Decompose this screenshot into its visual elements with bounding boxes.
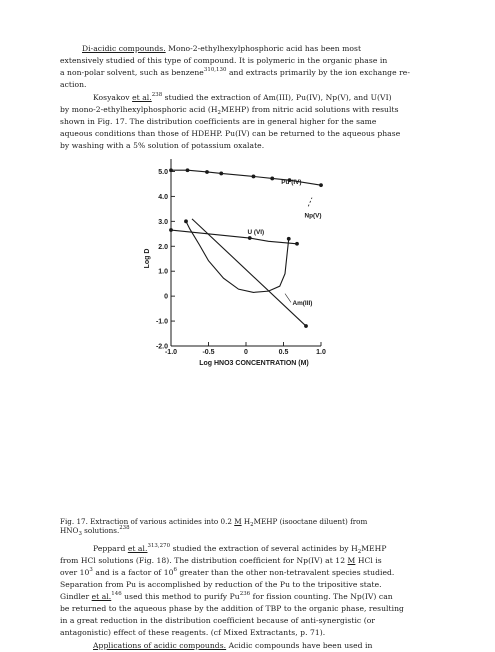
paragraph-line: Separation from Pu is accomplished by reduction of the Pu to the tripositive state. [60, 580, 382, 589]
citation: 310,130 [203, 67, 227, 73]
np-trend-dash [308, 198, 312, 207]
data-point [186, 168, 190, 172]
data-point [270, 177, 274, 181]
citation: 313,270 [147, 543, 171, 549]
data-point [248, 236, 252, 240]
figure-caption [60, 517, 367, 535]
series-label: Np(V) [304, 212, 322, 220]
caption-line-2: $HNO_3$ solutions.$^{238}$ [60, 525, 130, 537]
data-point [304, 324, 308, 328]
paragraph-line: over $10^3$ and is a factor of $10^6$ greater than the other non-tetravalent species studied. [60, 567, 395, 577]
series-label: Pu (IV) [281, 178, 302, 186]
paragraph-line: from HCl solutions (Fig. 18). The distribution coefficient for Np(IV) at 12 M HCl is [60, 556, 382, 565]
am-leader [285, 294, 291, 303]
paragraph-line: a non-polar solvent, such as benzene$^{310,130}$ and extracts primarily by the ion exchange re- [60, 67, 410, 77]
x-tick-label: 1.0 [316, 349, 326, 356]
paragraph-line: Applications of acidic compounds. Acidic compounds have been used in [93, 641, 373, 650]
y-axis-label: Log D [144, 248, 151, 269]
paragraph-line: by washing with a 5% solution of potassium oxalate. [60, 141, 265, 150]
paragraph-line: shown in Fig. 17. The distribution coefficients are in general higher for the same [60, 117, 377, 126]
x-tick-label: 0 [244, 349, 248, 356]
section-heading: Di-acidic compounds. [82, 44, 166, 53]
y-tick-label: -1.0 [155, 318, 168, 326]
series-line [171, 230, 297, 244]
paragraph-line: Kosyakov et al.$^{238}$ studied the extraction of Am(III), Pu(IV), Np(V), and U(VI) [93, 92, 392, 102]
data-point [169, 228, 173, 232]
data-point [295, 242, 299, 246]
series-label: U (VI) [247, 228, 265, 236]
paragraph-line: antagonistic) effect of these reagents. (cf Mixed Extractants, p. 71). [60, 628, 326, 637]
series-line [186, 221, 289, 292]
section-heading: Applications of acidic compounds. [93, 641, 227, 650]
citation: 146 [111, 591, 122, 597]
paragraph-line: aqueous conditions than those of HDEHP. Pu(IV) can be returned to the aqueous phase [60, 129, 401, 138]
y-tick-label: 0 [164, 293, 168, 301]
citation: 238 [151, 92, 163, 98]
y-tick-label: -2.0 [155, 343, 168, 351]
data-point [205, 170, 209, 174]
y-tick-label: 1.0 [158, 268, 168, 276]
data-point [219, 172, 223, 176]
citation: 238 [119, 525, 130, 531]
paragraph-line: by mono-2-ethylhexylphosphoric acid $(H_2MEHP)$ from nitric acid solutions with results [60, 105, 399, 116]
x-axis-label: Log HNO3 CONCENTRATION (M) [199, 360, 309, 367]
x-tick-label: -0.5 [202, 349, 215, 356]
data-point [169, 168, 173, 172]
data-point [319, 183, 323, 187]
y-tick-label: 5.0 [158, 168, 168, 176]
y-tick-label: 4.0 [158, 193, 168, 201]
x-tick-label: 0.5 [278, 349, 289, 356]
y-tick-label: 3.0 [158, 218, 168, 226]
paragraph-line: Peppard et al.$^{313,270}$ studied the extraction of several actinides by $H_2MEHP$ [93, 543, 387, 555]
paragraph-line: in a great reduction in the distribution coefficient because of anti-synergistic (or [60, 616, 376, 625]
data-point [287, 237, 291, 241]
y-tick-label: 2.0 [158, 243, 168, 251]
series-label: Am(III) [292, 299, 313, 307]
paragraph-line: Gindler et al.$^{146}$ used this method to purify Pu$^{236}$ for fission counting. The Np(IV) can [60, 591, 393, 601]
data-point [252, 175, 256, 179]
paragraph-line: action. [60, 80, 87, 89]
data-point [184, 219, 188, 223]
paragraph-line: be returned to the aqueous phase by the addition of TBP to the organic phase, resulting [60, 604, 404, 613]
x-tick-label: -1.0 [164, 349, 178, 356]
caption-line-1: Fig. 17. Extraction of various actinides into 0.2 M $H_2MEHP$ (isooctane diluent) from [60, 517, 368, 528]
paragraph-line: extensively studied of this type of compound. It is polymeric in the organic phase in [60, 56, 388, 65]
paragraph-line: Di-acidic compounds. Mono-2-ethylhexylphosphoric acid has been most [82, 44, 362, 53]
